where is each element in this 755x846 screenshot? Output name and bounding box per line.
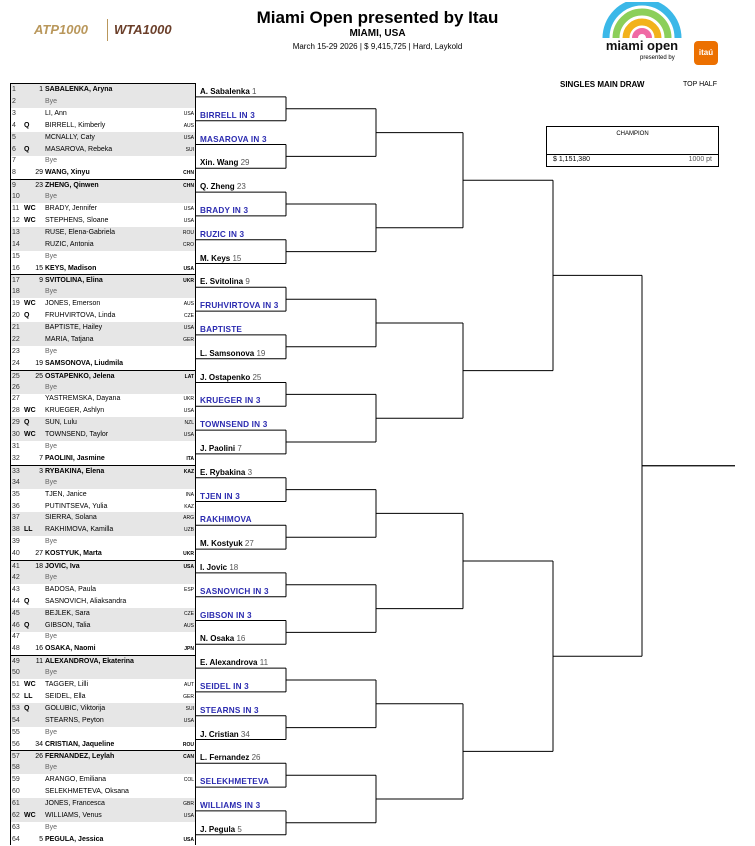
player-name: PUTINTSEVA, Yulia [45, 502, 108, 510]
player-name: YASTREMSKA, Dayana [45, 395, 121, 403]
draw-number: 61 [12, 800, 20, 807]
seed-number: 19 [35, 359, 43, 367]
seed-number: 7 [39, 454, 43, 462]
draw-number: 41 [12, 563, 20, 570]
round2-seed: 16 [236, 634, 246, 644]
itau-logo: itaú [694, 41, 718, 65]
draw-number: 53 [12, 704, 20, 712]
draw-number: 32 [12, 454, 20, 462]
seed-number: 11 [35, 658, 43, 666]
country-code: CHN [183, 183, 194, 190]
draw-number: 9 [12, 182, 16, 190]
round2-name: Xin. Wang [200, 158, 239, 168]
player-name: Bye [45, 443, 58, 450]
draw-number: 23 [12, 347, 20, 355]
draw-number: 16 [12, 264, 20, 272]
player-name: Bye [45, 252, 58, 260]
player-name: PEGULA, Jessica [45, 835, 104, 843]
country-code: USA [183, 564, 194, 570]
country-code: ROU [182, 229, 194, 236]
country-code: USA [183, 265, 194, 272]
draw-number: 5 [12, 133, 16, 141]
country-code: UZB [184, 527, 194, 534]
round2-seed: 15 [232, 253, 242, 263]
draw-number: 19 [12, 300, 20, 308]
tournament-title: Miami Open presented by Itau [256, 8, 499, 27]
draw-number: 13 [12, 228, 20, 236]
country-code: USA [183, 432, 194, 439]
round2-name: SEIDEL IN 3 [200, 681, 249, 691]
seed-number: 1 [39, 86, 43, 93]
draw-number: 14 [12, 240, 20, 248]
draw-number: 24 [12, 359, 20, 367]
entry-tag: WC [24, 681, 36, 688]
round2-name: KRUEGER IN 3 [200, 396, 261, 406]
country-code: ITA [186, 455, 194, 462]
player-name: Bye [45, 573, 58, 581]
country-code: GER [183, 336, 194, 343]
player-name: FERNANDEZ, Leylah [45, 753, 115, 761]
country-code: INA [185, 491, 194, 498]
entry-tag: Q [24, 704, 30, 712]
draw-number: 44 [12, 597, 20, 605]
country-code: USA [183, 812, 194, 819]
round2-name: I. Jovic [200, 562, 228, 572]
player-name: Bye [45, 764, 58, 772]
round2-name: E. Alexandrova [200, 658, 258, 668]
country-code: ARG [183, 515, 194, 522]
draw-number: 54 [12, 716, 20, 724]
atp-1000-logo: ATP1000 [34, 22, 88, 37]
seed-number: 3 [39, 467, 43, 475]
player-name: Bye [45, 383, 58, 391]
entry-tag: WC [24, 300, 36, 308]
entry-tag: Q [24, 312, 30, 320]
draw-number: 60 [12, 788, 20, 796]
round2-seed: 3 [247, 467, 253, 477]
player-name: BADOSA, Paula [45, 585, 96, 593]
country-code: KAZ [184, 503, 194, 510]
player-name: BRADY, Jennifer [45, 205, 98, 212]
country-code: ESP [183, 586, 194, 593]
round2-name: MASAROVA IN 3 [200, 134, 267, 144]
round2-seed: 29 [240, 158, 250, 168]
player-name: SABALENKA, Aryna [45, 86, 113, 93]
round2-seed: 27 [244, 539, 254, 549]
player-name: WANG, Xinyu [45, 169, 90, 177]
country-code: AUT [184, 682, 194, 688]
draw-number: 3 [12, 109, 16, 117]
champion-label: CHAMPION [616, 131, 649, 137]
round2-seed: 23 [236, 182, 246, 192]
seed-number: 18 [35, 563, 43, 570]
country-code: USA [183, 134, 194, 141]
player-name: LI, Ann [45, 109, 67, 117]
seed-number: 15 [35, 264, 43, 272]
player-name: Bye [45, 728, 58, 736]
player-name: Bye [45, 669, 58, 677]
country-code: GBR [183, 801, 194, 807]
round2-name: FRUHVIRTOVA IN 3 [200, 301, 279, 311]
draw-number: 1 [12, 86, 16, 93]
player-name: Bye [45, 193, 58, 201]
draw-number: 59 [12, 776, 20, 784]
round2-name: N. Osaka [200, 634, 235, 644]
player-name: SAMSONOVA, Liudmila [45, 359, 124, 367]
seed-number: 23 [35, 182, 43, 190]
player-name: ZHENG, Qinwen [45, 182, 99, 190]
draw-number: 29 [12, 419, 20, 427]
player-name: KOSTYUK, Marta [45, 550, 102, 558]
round2-name: J. Paolini [200, 443, 236, 453]
entry-tag: Q [24, 621, 30, 629]
miami-open-wordmark: miami open [605, 38, 679, 53]
draw-number: 52 [12, 692, 20, 700]
player-name: RUSE, Elena-Gabriela [45, 228, 116, 236]
entry-tag: WC [24, 431, 36, 439]
draw-number: 27 [12, 395, 20, 403]
round2-name: RUZIC IN 3 [200, 229, 245, 239]
round2-seed: 1 [252, 86, 257, 96]
draw-number: 7 [12, 157, 16, 165]
round2-seed: 19 [256, 348, 266, 358]
country-code: GER [183, 693, 194, 700]
draw-number: 39 [12, 538, 20, 546]
country-code: UKR [183, 396, 194, 403]
draw-number: 64 [12, 835, 20, 843]
draw-number: 46 [12, 621, 20, 629]
draw-number: 58 [12, 764, 20, 772]
draw-number: 21 [12, 324, 20, 331]
draw-number: 42 [12, 573, 20, 581]
tournament-info: March 15-29 2026 | $ 9,415,725 | Hard, Laykold [292, 42, 463, 51]
country-code: AUS [183, 622, 194, 629]
wta-1000-logo: WTA1000 [114, 22, 172, 37]
round2-name: A. Sabalenka [200, 86, 250, 96]
round2-name: GIBSON IN 3 [200, 610, 252, 620]
round2-seed: 5 [237, 824, 242, 834]
round2-name: M. Keys [200, 253, 231, 263]
draw-half: TOP HALF [683, 81, 717, 88]
player-name: Bye [45, 823, 58, 831]
draw-number: 49 [12, 658, 20, 666]
player-name: OSTAPENKO, Jelena [45, 372, 115, 380]
seed-number: 16 [35, 645, 43, 653]
entry-tag: Q [24, 419, 30, 427]
draw-number: 4 [12, 121, 16, 129]
country-code: USA [183, 836, 194, 843]
player-name: WILLIAMS, Venus [45, 811, 102, 819]
player-name: Bye [45, 478, 58, 486]
player-name: Bye [45, 288, 58, 296]
draw-number: 22 [12, 335, 20, 343]
presented-by: presented by [640, 55, 675, 61]
draw-number: 25 [12, 372, 20, 380]
entry-tag: LL [24, 526, 33, 534]
draw-number: 51 [12, 681, 20, 688]
player-name: TOWNSEND, Taylor [45, 431, 109, 439]
draw-number: 17 [12, 277, 20, 285]
player-name: CRISTIAN, Jaqueline [45, 740, 115, 748]
player-name: PAOLINI, Jasmine [45, 454, 105, 462]
country-code: UKR [183, 278, 194, 285]
player-name: SVITOLINA, Elina [45, 277, 103, 285]
country-code: USA [183, 408, 194, 415]
draw-number: 18 [12, 288, 20, 296]
round2-name: TOWNSEND IN 3 [200, 420, 268, 430]
draw-number: 38 [12, 526, 20, 534]
player-name: ARANGO, Emiliana [45, 776, 107, 784]
player-name: TAGGER, Lilli [45, 681, 89, 688]
seed-number: 26 [35, 753, 43, 761]
round2-seed: 18 [229, 562, 239, 572]
draw-number: 10 [12, 193, 20, 201]
round2-seed: 7 [237, 443, 242, 453]
seed-number: 27 [35, 550, 43, 558]
player-name: GOLUBIC, Viktorija [45, 704, 106, 712]
entry-tag: WC [24, 811, 36, 819]
player-name: MARIA, Tatjana [45, 335, 94, 343]
country-code: AUS [183, 301, 194, 308]
player-name: Bye [45, 633, 58, 641]
country-code: UKR [183, 551, 194, 558]
player-name: SIERRA, Solana [45, 514, 97, 522]
country-code: KAZ [183, 468, 194, 475]
draw-number: 15 [12, 252, 20, 260]
entry-tag: LL [24, 692, 33, 700]
draw-number: 6 [12, 145, 16, 153]
player-name: GIBSON, Talia [45, 621, 91, 629]
entry-tag: Q [24, 145, 30, 153]
player-name: Bye [45, 347, 58, 355]
entry-tag: Q [24, 121, 30, 129]
draw-number: 8 [12, 169, 16, 177]
player-name: FRUHVIRTOVA, Linda [45, 312, 116, 320]
round2-name: BRADY IN 3 [200, 205, 249, 215]
player-name: ALEXANDROVA, Ekaterina [45, 658, 134, 666]
draw-number: 40 [12, 550, 20, 558]
draw-number: 55 [12, 728, 20, 736]
draw-number: 34 [12, 478, 20, 486]
round2-seed: 11 [259, 658, 269, 668]
country-code: LAT [184, 373, 194, 380]
round2-seed: 34 [240, 729, 250, 739]
draw-number: 26 [12, 383, 20, 391]
round2-name: E. Svitolina [200, 277, 244, 287]
round2-name: L. Samsonova [200, 348, 255, 358]
draw-number: 47 [12, 633, 20, 641]
round2-name: STEARNS IN 3 [200, 705, 259, 715]
player-name: JONES, Emerson [45, 300, 101, 308]
country-code: USA [183, 217, 194, 224]
draw-number: 11 [12, 205, 20, 212]
draw-title: SINGLES MAIN DRAW [560, 80, 645, 89]
tournament-city: MIAMI, USA [349, 28, 406, 39]
round2-name: RAKHIMOVA [200, 515, 252, 525]
draw-number: 37 [12, 514, 20, 522]
player-name: BIRRELL, Kimberly [45, 121, 106, 129]
round2-name: E. Rybakina [200, 467, 246, 477]
round2-seed: 9 [245, 277, 250, 287]
draw-number: 36 [12, 502, 20, 510]
country-code: NZL [184, 420, 194, 427]
country-code: ROU [182, 741, 194, 748]
player-name: JOVIC, Iva [45, 563, 80, 570]
draw-number: 28 [12, 407, 20, 415]
draw-number: 31 [12, 443, 20, 450]
player-name: MCNALLY, Caty [45, 133, 95, 141]
player-name: OSAKA, Naomi [45, 645, 96, 653]
round2-name: J. Ostapenko [200, 372, 251, 382]
player-name: SEIDEL, Ella [45, 692, 86, 700]
round2-name: Q. Zheng [200, 182, 235, 192]
seed-number: 29 [35, 169, 43, 177]
country-code: USA [183, 110, 194, 117]
draw-number: 43 [12, 585, 20, 593]
player-name: STEARNS, Peyton [45, 716, 104, 724]
player-name: BAPTISTE, Hailey [45, 324, 103, 331]
champion-points: 1000 pt [688, 156, 712, 163]
round2-seed: 26 [251, 753, 261, 763]
draw-number: 45 [12, 609, 20, 617]
round2-name: J. Cristian [200, 729, 239, 739]
country-code: USA [183, 717, 194, 724]
round2-seed: 25 [252, 372, 262, 382]
draw-number: 57 [12, 753, 20, 761]
seed-number: 9 [39, 277, 43, 285]
draw-number: 48 [12, 645, 20, 653]
entry-tag: WC [24, 407, 36, 415]
round2-name: TJEN IN 3 [200, 491, 241, 501]
draw-number: 2 [12, 97, 16, 105]
country-code: USA [183, 325, 194, 331]
round2-name: J. Pegula [200, 824, 236, 834]
player-name: Bye [45, 157, 58, 165]
entry-tag: Q [24, 597, 30, 605]
champion-prize: $ 1,151,380 [553, 156, 590, 163]
round2-name: SELEKHMETEVA [200, 777, 270, 787]
draw-number: 33 [12, 467, 20, 475]
round2-name: WILLIAMS IN 3 [200, 800, 261, 810]
player-name: SELEKHMETEVA, Oksana [45, 788, 129, 796]
country-code: SUI [185, 146, 194, 153]
country-code: CZE [184, 313, 194, 320]
country-code: AUS [183, 122, 194, 129]
round2-name: M. Kostyuk [200, 539, 243, 549]
draw-number: 12 [12, 216, 20, 224]
country-code: CZE [184, 610, 194, 617]
player-name: Bye [45, 538, 58, 546]
player-name: RUZIC, Antonia [45, 240, 94, 248]
country-code: CRO [182, 241, 194, 248]
draw-number: 20 [12, 312, 20, 320]
player-name: RAKHIMOVA, Kamilla [45, 526, 114, 534]
country-code: USA [183, 206, 194, 212]
player-name: SASNOVICH, Aliaksandra [45, 597, 127, 605]
round2-name: L. Fernandez [200, 753, 250, 763]
draw-number: 35 [12, 490, 20, 498]
round2-name: SASNOVICH IN 3 [200, 586, 269, 596]
seed-number: 25 [35, 372, 43, 380]
draw-number: 30 [12, 431, 20, 439]
seed-number: 5 [39, 835, 43, 843]
player-name: SUN, Lulu [45, 419, 77, 427]
player-name: BEJLEK, Sara [45, 609, 90, 617]
player-name: MASAROVA, Rebeka [45, 145, 113, 153]
player-name: TJEN, Janice [45, 490, 87, 498]
player-name: KRUEGER, Ashlyn [45, 407, 105, 415]
player-name: RYBAKINA, Elena [45, 467, 105, 475]
draw-number: 63 [12, 823, 20, 831]
draw-number: 50 [12, 669, 20, 677]
country-code: COL [183, 777, 194, 784]
round2-name: BIRRELL IN 3 [200, 110, 256, 120]
player-name: JONES, Francesca [45, 800, 105, 807]
player-name: Bye [45, 97, 58, 105]
entry-tag: WC [24, 216, 36, 224]
seed-number: 34 [35, 740, 43, 748]
round2-name: BAPTISTE [200, 324, 243, 334]
entry-tag: WC [24, 205, 36, 212]
country-code: CHN [183, 170, 194, 177]
draw-number: 62 [12, 811, 20, 819]
player-name: KEYS, Madison [45, 264, 97, 272]
player-name: STEPHENS, Sloane [45, 216, 109, 224]
country-code: JPN [184, 646, 194, 653]
draw-number: 56 [12, 740, 20, 748]
country-code: SUI [185, 705, 194, 712]
country-code: CAN [183, 754, 194, 761]
